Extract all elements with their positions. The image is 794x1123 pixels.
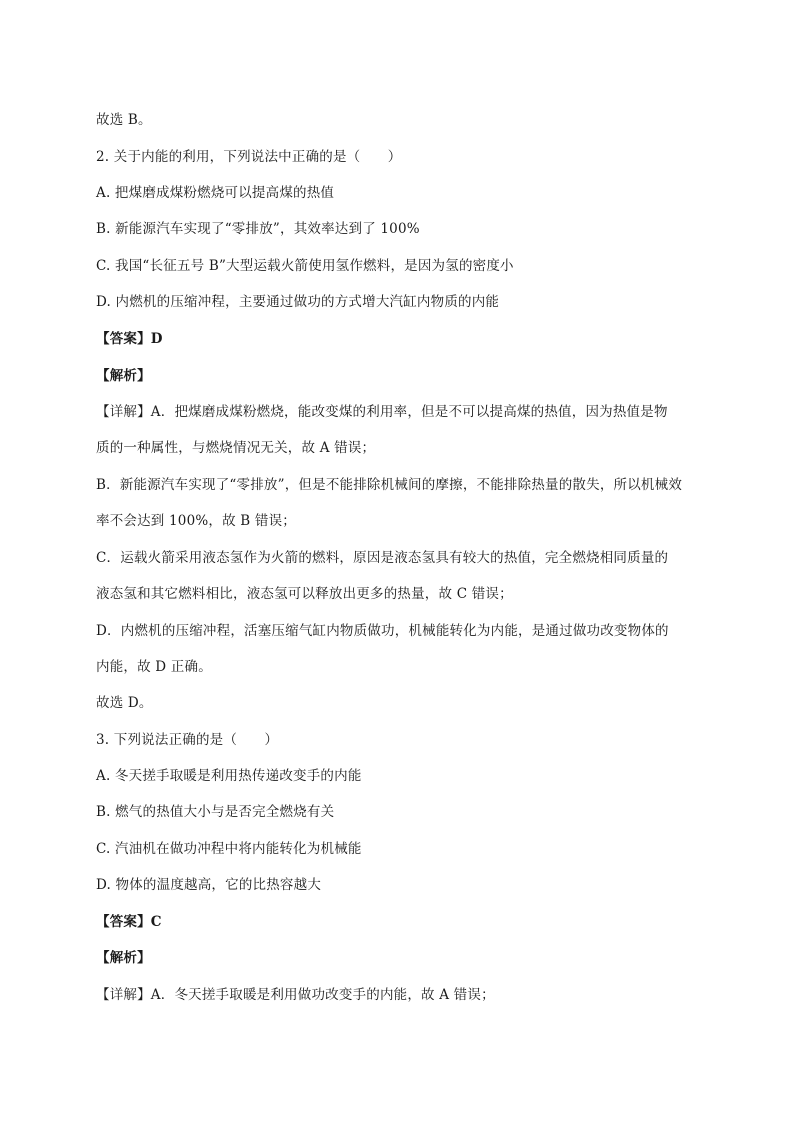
question-3-detail-a: 【详解】A．冬天搓手取暖是利用做功改变手的内能，故 A 错误； <box>96 987 495 1003</box>
question-2-detail-c-2: 液态氢和其它燃料相比，液态氢可以释放出更多的热量，故 C 错误； <box>96 586 513 602</box>
question-3-analysis-heading: 【解析】 <box>96 950 151 966</box>
question-3-option-b: B. 燃气的热值大小与是否完全燃烧有关 <box>96 804 335 820</box>
question-2-answer: 【答案】D <box>96 331 163 347</box>
question-2-detail-a-1: 【详解】A．把煤磨成煤粉燃烧，能改变煤的利用率，但是不可以提高煤的热值，因为热值是物 <box>96 404 668 420</box>
conclusion-prev: 故选 B。 <box>96 112 152 128</box>
question-2-detail-b-1: B．新能源汽车实现了“零排放”，但是不能排除机械间的摩擦，不能排除热量的散失，所以机械效 <box>96 477 683 493</box>
question-3-stem: 3. 下列说法正确的是（ ） <box>96 732 279 748</box>
question-2-detail-d-2: 内能，故 D 正确。 <box>96 659 212 675</box>
question-2-detail-d-1: D．内燃机的压缩冲程，活塞压缩气缸内物质做功，机械能转化为内能，是通过做功改变物体的 <box>96 623 669 639</box>
question-2-option-b: B. 新能源汽车实现了“零排放”，其效率达到了 100% <box>96 221 420 237</box>
question-2-detail-b-2: 率不会达到 100%，故 B 错误； <box>96 513 296 529</box>
question-2-option-d: D. 内燃机的压缩冲程，主要通过做功的方式增大汽缸内物质的内能 <box>96 294 500 310</box>
question-2-option-a: A. 把煤磨成煤粉燃烧可以提高煤的热值 <box>96 185 335 201</box>
question-3-option-c: C. 汽油机在做功冲程中将内能转化为机械能 <box>96 841 362 857</box>
question-2-conclusion: 故选 D。 <box>96 695 153 711</box>
question-2-detail-c-1: C．运载火箭采用液态氢作为火箭的燃料，原因是液态氢具有较大的热值，完全燃烧相同质量的 <box>96 550 669 566</box>
question-2-option-c: C. 我国“长征五号 B”大型运载火箭使用氢作燃料，是因为氢的密度小 <box>96 258 514 274</box>
question-2-analysis-heading: 【解析】 <box>96 368 151 384</box>
question-2-detail-a-2: 质的一种属性，与燃烧情况无关，故 A 错误； <box>96 440 376 456</box>
question-3-option-a: A. 冬天搓手取暖是利用热传递改变手的内能 <box>96 768 362 784</box>
question-3-answer: 【答案】C <box>96 914 162 930</box>
question-3-option-d: D. 物体的温度越高，它的比热容越大 <box>96 877 322 893</box>
question-2-stem: 2. 关于内能的利用，下列说法中正确的是（ ） <box>96 149 402 165</box>
